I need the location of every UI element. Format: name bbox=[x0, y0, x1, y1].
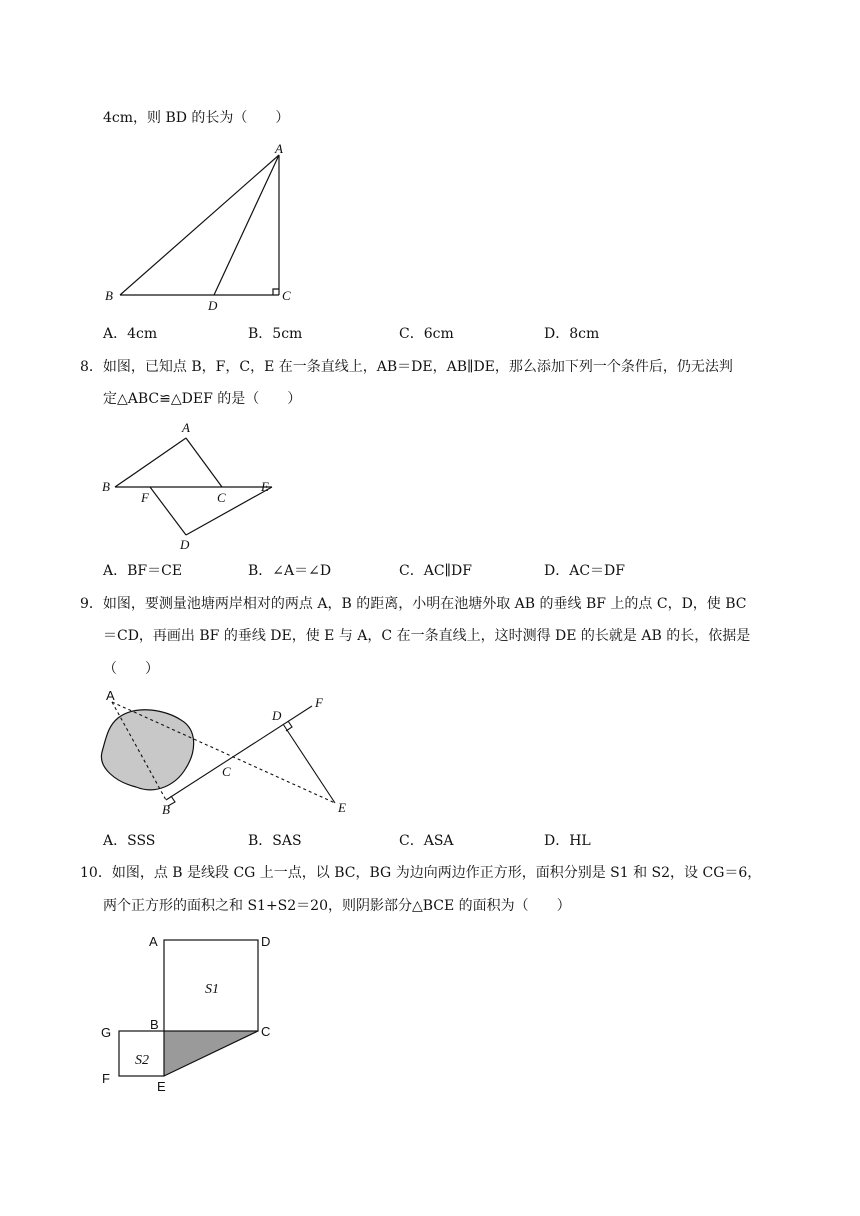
q10-label-c: C bbox=[261, 1024, 271, 1039]
q10-stem-line2: 两个正方形的面积之和 S1+S2＝20，则阴影部分△BCE 的面积为（ ） bbox=[103, 898, 571, 914]
q7-option-d[interactable]: D．8cm bbox=[544, 326, 600, 342]
q9-label-b: B bbox=[162, 802, 170, 817]
q8-label-f: F bbox=[141, 490, 149, 505]
q8-label-b: B bbox=[102, 479, 110, 494]
q8-figure bbox=[100, 418, 290, 553]
q9-option-b[interactable]: B．SAS bbox=[248, 833, 302, 849]
q10-label-e: E bbox=[157, 1079, 166, 1094]
q7-label-b: B bbox=[105, 288, 113, 303]
q8-option-a[interactable]: A．BF＝CE bbox=[103, 563, 183, 579]
q9-figure bbox=[96, 690, 356, 820]
q10-label-s1: S1 bbox=[205, 982, 219, 997]
q10-label-g: G bbox=[101, 1025, 112, 1040]
q7-options bbox=[103, 324, 743, 344]
q9-pond bbox=[101, 710, 193, 790]
q8-segment-ab bbox=[115, 438, 186, 487]
q8-options bbox=[103, 561, 743, 581]
q7-stem: 4cm，则 BD 的长为（ ） bbox=[103, 110, 290, 126]
q10-label-f: F bbox=[102, 1071, 110, 1086]
q7-option-a[interactable]: A．4cm bbox=[103, 326, 158, 342]
q9-options bbox=[103, 831, 743, 851]
q10-label-s2: S2 bbox=[135, 1053, 149, 1068]
q8-label-e: E bbox=[261, 479, 269, 494]
q9-label-d: D bbox=[272, 708, 282, 723]
q8-stem-line1: 8．如图，已知点 B，F，C，E 在一条直线上，AB＝DE，AB∥DE，那么添加下列一个条件后，仍无法判 bbox=[80, 359, 733, 375]
q7-option-c[interactable]: C．6cm bbox=[399, 326, 454, 342]
q9-option-c[interactable]: C．ASA bbox=[399, 833, 454, 849]
q10-label-b: B bbox=[150, 1017, 159, 1032]
q7-right-angle-mark bbox=[273, 289, 279, 295]
q8-stem-line2: 定△ABC≌△DEF 的是（ ） bbox=[103, 391, 302, 407]
q7-label-c: C bbox=[282, 288, 291, 303]
q9-option-a[interactable]: A．SSS bbox=[103, 833, 156, 849]
q8-segment-ac bbox=[186, 438, 222, 487]
q8-label-a: A bbox=[182, 420, 190, 435]
q8-option-b[interactable]: B．∠A＝∠D bbox=[248, 563, 332, 579]
q10-stem-line1: 10．如图，点 B 是线段 CG 上一点，以 BC，BG 为边向两边作正方形，面积分别是 S1 和 S2，设 CG＝6， bbox=[80, 865, 762, 881]
q9-option-d[interactable]: D．HL bbox=[544, 833, 591, 849]
q10-figure bbox=[95, 930, 295, 1100]
q7-segment-ab bbox=[120, 155, 279, 295]
q7-label-a: A bbox=[275, 141, 283, 156]
q8-segment-fd bbox=[150, 487, 186, 535]
q7-label-d: D bbox=[208, 298, 218, 313]
q10-label-d: D bbox=[261, 934, 271, 949]
q9-label-a: A bbox=[106, 688, 115, 703]
q7-figure bbox=[100, 140, 300, 320]
q9-stem-line2: ＝CD，再画出 BF 的垂线 DE，使 E 与 A，C 在一条直线上，这时测得 DE 的长就是 AB 的长，依据是 bbox=[103, 628, 751, 644]
q8-segment-ed bbox=[186, 487, 272, 535]
q7-segment-ad bbox=[214, 155, 279, 295]
q8-option-d[interactable]: D．AC＝DF bbox=[544, 563, 625, 579]
q9-label-f: F bbox=[315, 695, 323, 710]
q9-stem-line3: （ ） bbox=[103, 661, 159, 677]
q9-label-c: C bbox=[222, 764, 231, 779]
q8-label-d: D bbox=[180, 537, 190, 552]
q8-option-c[interactable]: C．AC∥DF bbox=[399, 563, 472, 579]
q9-stem-line1: 9．如图，要测量池塘两岸相对的两点 A，B 的距离，小明在池塘外取 AB 的垂线 BF 上的点 C，D，使 BC bbox=[80, 596, 747, 612]
q7-option-b[interactable]: B．5cm bbox=[248, 326, 303, 342]
q10-label-a: A bbox=[149, 934, 158, 949]
q9-label-e: E bbox=[338, 800, 346, 815]
q8-label-c: C bbox=[217, 490, 226, 505]
